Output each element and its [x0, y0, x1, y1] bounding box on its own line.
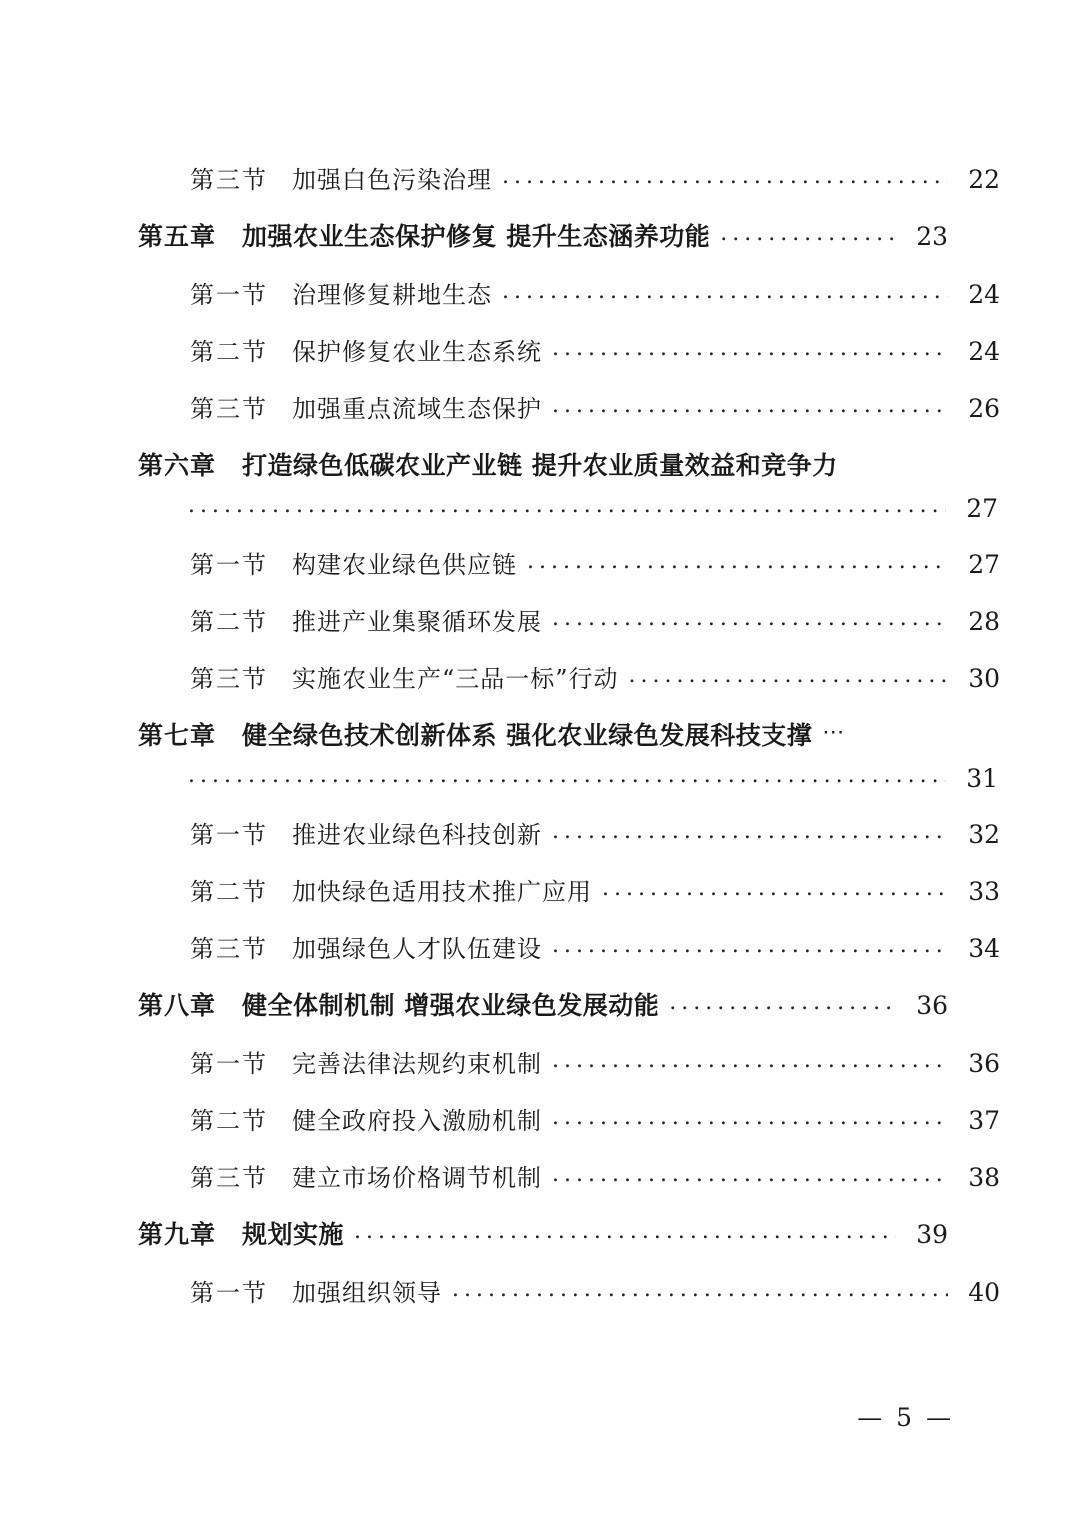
toc-entry-label: 第六章: [138, 451, 217, 480]
toc-leader-dots: [188, 763, 946, 788]
toc-leader-dots: [502, 164, 948, 189]
toc-leader-dots: [552, 1162, 948, 1187]
toc-entry-label: 第七章: [138, 721, 217, 750]
toc-entry-title: 加强绿色人才队伍建设: [292, 935, 542, 963]
toc-entry-title: 健全体制机制 增强农业绿色发展动能: [242, 991, 660, 1020]
toc-entry[interactable]: [138, 545, 1000, 580]
toc-leader-dots: [552, 819, 948, 844]
toc-entry-title: 构建农业绿色供应链: [292, 551, 517, 579]
toc-leader-dots: [602, 876, 948, 901]
toc-leader-dots: [629, 663, 948, 688]
toc-entry-page-number: 39: [916, 1220, 948, 1249]
toc-entry-title: 加强白色污染治理: [292, 166, 492, 194]
toc-leader-dots: [354, 1219, 896, 1244]
toc-entry-title: 建立市场价格调节机制: [292, 1164, 542, 1192]
toc-entry-label: 第八章: [138, 991, 217, 1020]
toc-entry-title: 加快绿色适用技术推广应用: [292, 878, 592, 906]
toc-leader-dots: [669, 990, 896, 1015]
table-of-contents: [138, 160, 1000, 1330]
toc-entry[interactable]: [138, 815, 1000, 850]
toc-entry[interactable]: [138, 217, 948, 253]
toc-entry-page-number: 31: [966, 764, 998, 793]
toc-entry-page-number: 22: [968, 165, 1000, 194]
toc-entry-title: 规划实施: [242, 1220, 345, 1249]
toc-leader-dots: [188, 493, 946, 518]
toc-entry[interactable]: [138, 332, 1000, 367]
toc-entry-title: 实施农业生产“三品一标”行动: [292, 665, 619, 693]
toc-entry-title: 加强农业生态保护修复 提升生态涵养功能: [242, 222, 711, 251]
toc-entry-label: 第三节: [190, 1164, 268, 1192]
toc-entry-label: 第二节: [190, 338, 268, 366]
toc-leader-dots: [502, 279, 948, 304]
toc-leader-dots: [552, 1105, 948, 1130]
toc-leader-dots: [720, 221, 896, 246]
toc-entry-title: 推进农业绿色科技创新: [292, 821, 542, 849]
toc-entry-title: 加强重点流域生态保护: [292, 395, 542, 423]
toc-entry[interactable]: [138, 602, 1000, 637]
toc-entry-page-number: 30: [968, 664, 1000, 693]
toc-entry-title: 完善法律法规约束机制: [292, 1050, 542, 1078]
toc-entry-page-number: 27: [966, 494, 998, 523]
toc-entry[interactable]: [138, 1215, 948, 1251]
toc-entry-title: 保护修复农业生态系统: [292, 338, 542, 366]
toc-entry-title: 治理修复耕地生态: [292, 281, 492, 309]
toc-entry[interactable]: [138, 1044, 1000, 1079]
toc-entry-title: 打造绿色低碳农业产业链 提升农业质量效益和竞争力: [242, 451, 838, 480]
toc-entry[interactable]: [138, 275, 1000, 310]
toc-entry-label: 第三节: [190, 935, 268, 963]
toc-leader-dots: [552, 336, 948, 361]
toc-entry[interactable]: [138, 1101, 1000, 1136]
toc-entry-page-number: 26: [968, 394, 1000, 423]
toc-entry[interactable]: [138, 872, 1000, 907]
toc-entry[interactable]: [138, 160, 1000, 195]
toc-entry-title: 健全政府投入激励机制: [292, 1107, 542, 1135]
toc-entry-label: 第五章: [138, 222, 217, 251]
toc-entry-page-number: 23: [916, 222, 948, 251]
toc-entry-label: 第二节: [190, 878, 268, 906]
toc-entry-page-number: 40: [968, 1278, 1000, 1307]
toc-entry-label: 第三节: [190, 395, 268, 423]
toc-entry-label: 第一节: [190, 1050, 268, 1078]
toc-entry-page-number: 36: [916, 991, 948, 1020]
toc-entry-label: 第三节: [190, 166, 268, 194]
toc-entry-page-number: 37: [968, 1106, 1000, 1135]
toc-entry-page-number: 32: [968, 820, 1000, 849]
toc-leader-dots: ⋯: [822, 720, 849, 745]
toc-entry-page-number: 36: [968, 1049, 1000, 1078]
toc-entry-page-number: 28: [968, 607, 1000, 636]
toc-entry-label: 第九章: [138, 1220, 217, 1249]
toc-entry-label: 第一节: [190, 821, 268, 849]
toc-entry-title: 健全绿色技术创新体系 强化农业绿色发展科技支撑: [242, 721, 813, 750]
toc-entry-label: 第一节: [190, 281, 268, 309]
toc-entry[interactable]: [138, 659, 1000, 694]
toc-entry-page-number: 33: [968, 877, 1000, 906]
toc-entry-label: 第一节: [190, 551, 268, 579]
toc-entry-label: 第二节: [190, 1107, 268, 1135]
toc-entry[interactable]: [138, 929, 1000, 964]
toc-entry[interactable]: [138, 446, 998, 523]
toc-entry[interactable]: [138, 1273, 1000, 1308]
toc-leader-dots: [527, 549, 948, 574]
toc-entry[interactable]: [138, 986, 948, 1022]
toc-entry[interactable]: [138, 1158, 1000, 1193]
toc-entry-page-number: 27: [968, 550, 1000, 579]
toc-entry-page-number: 24: [968, 280, 1000, 309]
page-footer: — 5 —: [857, 1403, 954, 1432]
toc-entry-title: 推进产业集聚循环发展: [292, 608, 542, 636]
toc-leader-dots: [552, 393, 948, 418]
toc-entry-page-number: 24: [968, 337, 1000, 366]
toc-entry-label: 第二节: [190, 608, 268, 636]
toc-entry[interactable]: [138, 389, 1000, 424]
toc-leader-dots: [452, 1277, 948, 1302]
toc-leader-dots: [552, 933, 948, 958]
toc-leader-dots: [552, 606, 948, 631]
toc-leader-dots: [552, 1048, 948, 1073]
toc-entry-page-number: 38: [968, 1163, 1000, 1192]
toc-entry-page-number: 34: [968, 934, 1000, 963]
toc-entry[interactable]: [138, 716, 998, 793]
toc-entry-title: 加强组织领导: [292, 1279, 442, 1307]
toc-entry-label: 第三节: [190, 665, 268, 693]
toc-entry-label: 第一节: [190, 1279, 268, 1307]
